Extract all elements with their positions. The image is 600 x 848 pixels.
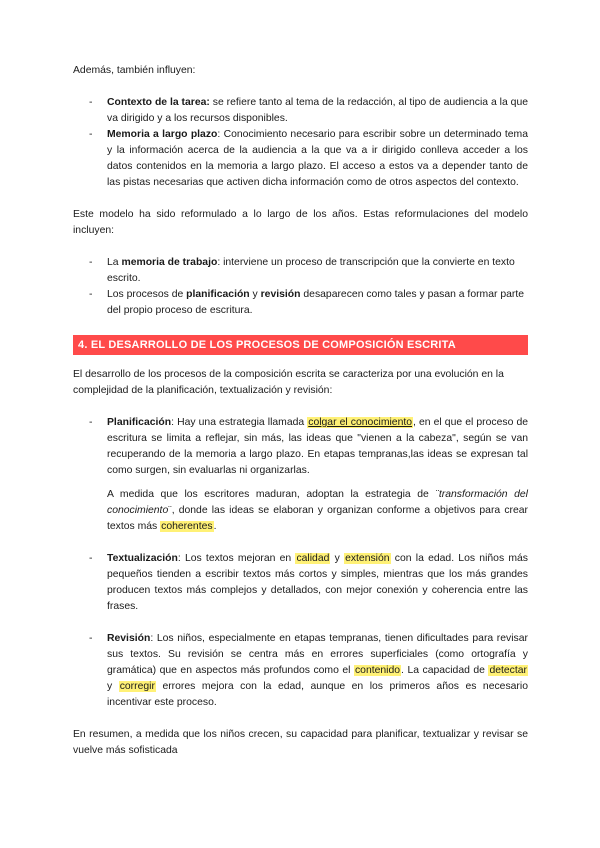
highlight-extension: extensión xyxy=(345,553,390,564)
highlight-calidad: calidad xyxy=(296,553,330,564)
process-list xyxy=(73,415,528,711)
conclusion-paragraph: En resumen, a medida que los niños crecen, su capacidad para planificar, textualizar y revisar se vuelve más sofisticada xyxy=(73,729,528,756)
italic-transformacion: ¨transformación del conocimiento xyxy=(107,489,528,516)
term-revision: revisión xyxy=(260,289,301,300)
highlight-colgar-conocimiento: colgar el conocimiento xyxy=(308,417,413,428)
intro-paragraph: Además, también influyen: xyxy=(73,65,196,76)
document-page xyxy=(73,63,528,759)
term-revision-process: Revisión xyxy=(107,633,151,644)
list-item-planificacion: - Planificación: Hay una estrategia llamada colgar el conocimiento, en el que el proceso de escritura se limita a reflejar, sin más, las ideas que "vienen a la cabeza", según se van recuperando de la memoria a largo plazo. En etapas tempranas,las ideas se expresan tal como surgen, sin evaluarlas ni organizarlas. A medida que los escritores maduran, adoptan la estrategia de ¨transformación del conocimiento¨, donde las ideas se elaboran y organizan conforme a objetivos para crear textos más coherentes. xyxy=(73,415,528,535)
term-textualizacion: Textualización xyxy=(107,553,178,564)
term-planificacion-process: Planificación xyxy=(107,417,172,428)
term-contexto: Contexto de la tarea: xyxy=(107,97,210,108)
highlight-contenido: contenido xyxy=(354,665,401,676)
reformulations-list xyxy=(73,255,528,319)
highlight-detectar: detectar xyxy=(489,665,527,676)
list-item: - Los procesos de planificación y revisión desaparecen como tales y pasan a formar parte del propio proceso de escritura. xyxy=(73,287,528,319)
term-memoria-largo-plazo: Memoria a largo plazo xyxy=(107,129,218,140)
term-planificacion: planificación xyxy=(186,289,250,300)
section-intro: El desarrollo de los procesos de la composición escrita se caracteriza por una evolución en la complejidad de la planificación, textualización y revisión: xyxy=(73,369,504,396)
list-item-revision: - Revisión: Los niños, especialmente en etapas tempranas, tienen dificultades para revisar sus textos. Su revisión se centra más en errores superficiales (como ortografía y gramática) que en aspectos más profundos como el contenido. La capacidad de detectar y corregir errores mejora con la edad, aunque en los primeros años es necesario incentivar este proceso. xyxy=(73,631,528,711)
list-item: - La memoria de trabajo: interviene un proceso de transcripción que la convierte en texto escrito. xyxy=(73,255,528,287)
list-item: - Memoria a largo plazo: Conocimiento necesario para escribir sobre un determinado tema y la información acerca de la audiencia a la que va a ir dirigido conlleva acceder a los datos contenidos en la memoria a largo plazo. El acceso a estos va a depender tanto de las pistas necesarias que activen dicha información como de otros aspectos del contexto. xyxy=(73,127,528,191)
section-heading: 4. EL DESARROLLO DE LOS PROCESOS DE COMPOSICIÓN ESCRITA xyxy=(73,335,528,355)
highlight-corregir: corregir xyxy=(119,681,155,692)
influences-list xyxy=(73,95,528,191)
list-item-textualizacion: - Textualización: Los textos mejoran en calidad y extensión con la edad. Los niños más pequeños tienden a escribir textos más cortos y simples, mientras que los más grandes producen textos más complejos y detallados, con mejor conexión y coherencia entre las frases. xyxy=(73,551,528,615)
model-paragraph: Este modelo ha sido reformulado a lo largo de los años. Estas reformulaciones del modelo incluyen: xyxy=(73,209,528,236)
list-item: - Contexto de la tarea: se refiere tanto al tema de la redacción, al tipo de audiencia a la que va dirigido y a los recursos disponibles. xyxy=(73,95,528,127)
term-memoria-trabajo: memoria de trabajo xyxy=(121,257,218,268)
highlight-coherentes: coherentes xyxy=(161,521,213,532)
